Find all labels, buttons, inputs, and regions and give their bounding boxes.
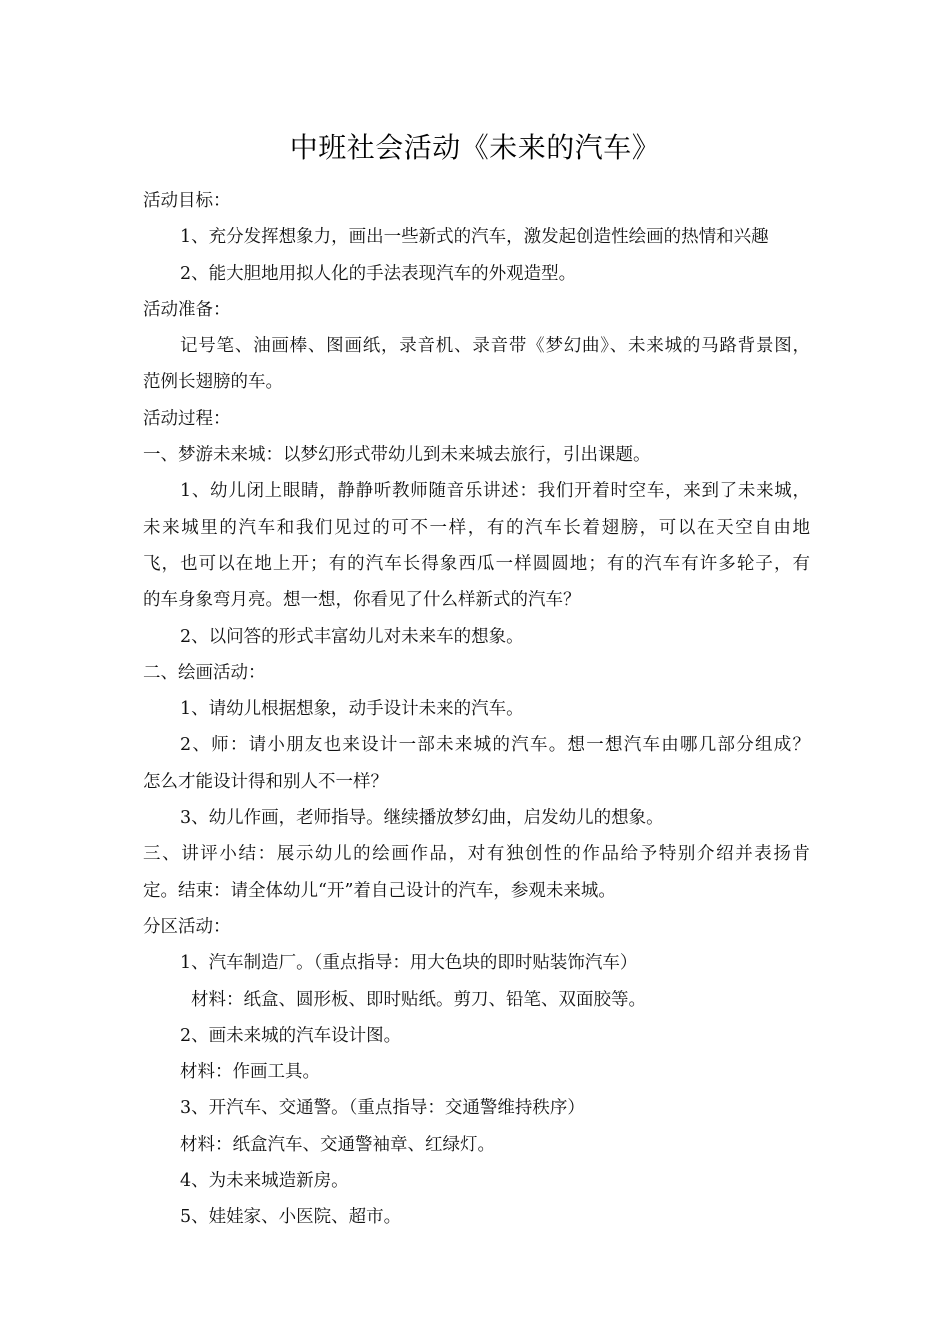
goal-item-2: 2、能大胆地用拟人化的手法表现汽车的外观造型。 bbox=[180, 263, 577, 284]
area-activity-2: 2、画未来城的汽车设计图。 bbox=[180, 1025, 402, 1046]
section-heading-process: 活动过程： bbox=[143, 408, 231, 429]
process-step-1-heading: 一、梦游未来城：以梦幻形式带幼儿到未来城去旅行，引出课题。 bbox=[143, 445, 651, 466]
document-title: 中班社会活动《未来的汽车》 bbox=[289, 131, 661, 164]
goal-item-1: 1、充分发挥想象力，画出一些新式的汽车，激发起创造性绘画的热情和兴趣 bbox=[180, 227, 769, 248]
area-activity-3-materials: 材料：纸盒汽车、交通警袖章、红绿灯。 bbox=[180, 1134, 495, 1155]
document-body bbox=[143, 183, 810, 1236]
process-step-2-item-1: 1、请幼儿根据想象，动手设计未来的汽车。 bbox=[180, 699, 524, 720]
section-heading-goals: 活动目标： bbox=[143, 191, 231, 211]
section-heading-area-activities: 分区活动： bbox=[143, 916, 231, 937]
process-step-3-line-1: 三、讲评小结：展示幼儿的绘画作品，对有独创性的作品给予特别介绍并表扬肯 bbox=[143, 844, 810, 865]
process-step-1-text-line-1: 1、幼儿闭上眼睛，静静听教师随音乐讲述：我们开着时空车，来到了未来城， bbox=[180, 481, 810, 502]
area-activity-4: 4、为未来城造新房。 bbox=[180, 1171, 349, 1192]
area-activity-3: 3、开汽车、交通警。（重点指导：交通警维持秩序） bbox=[180, 1098, 585, 1119]
process-step-2-heading: 二、绘画活动： bbox=[143, 662, 266, 683]
section-heading-preparation: 活动准备： bbox=[143, 299, 231, 320]
preparation-text-line-2: 范例长翅膀的车。 bbox=[143, 372, 283, 393]
process-step-1-text-line-2: 未来城里的汽车和我们见过的可不一样，有的汽车长着翅膀，可以在天空自由地 bbox=[143, 517, 810, 538]
process-step-1-text-line-3: 飞，也可以在地上开；有的汽车长得象西瓜一样圆圆地；有的汽车有许多轮子，有 bbox=[143, 553, 810, 574]
area-activity-2-materials: 材料：作画工具。 bbox=[180, 1062, 320, 1083]
preparation-text-line-1: 记号笔、油画棒、图画纸，录音机、录音带《梦幻曲》、未来城的马路背景图， bbox=[180, 336, 810, 357]
process-step-2-item-2-line-2: 怎么才能设计得和别人不一样？ bbox=[143, 771, 388, 792]
area-activity-5: 5、娃娃家、小医院、超市。 bbox=[180, 1207, 402, 1228]
process-step-1-item-2: 2、以问答的形式丰富幼儿对未来车的想象。 bbox=[180, 626, 524, 647]
area-activity-1: 1、汽车制造厂。（重点指导：用大色块的即时贴装饰汽车） bbox=[180, 953, 638, 974]
process-step-2-item-2-line-1: 2、师：请小朋友也来设计一部未来城的汽车。想一想汽车由哪几部分组成？ bbox=[180, 735, 810, 756]
area-activity-1-materials: 材料：纸盒、圆形板、即时贴纸。剪刀、铅笔、双面胶等。 bbox=[191, 989, 646, 1010]
process-step-1-text-line-4: 的车身象弯月亮。想一想，你看见了什么样新式的汽车？ bbox=[143, 590, 581, 611]
process-step-3-line-2: 定。结束：请全体幼儿“开”着自己设计的汽车，参观未来城。 bbox=[143, 880, 616, 901]
process-step-2-item-3: 3、幼儿作画，老师指导。继续播放梦幻曲，启发幼儿的想象。 bbox=[180, 808, 664, 829]
